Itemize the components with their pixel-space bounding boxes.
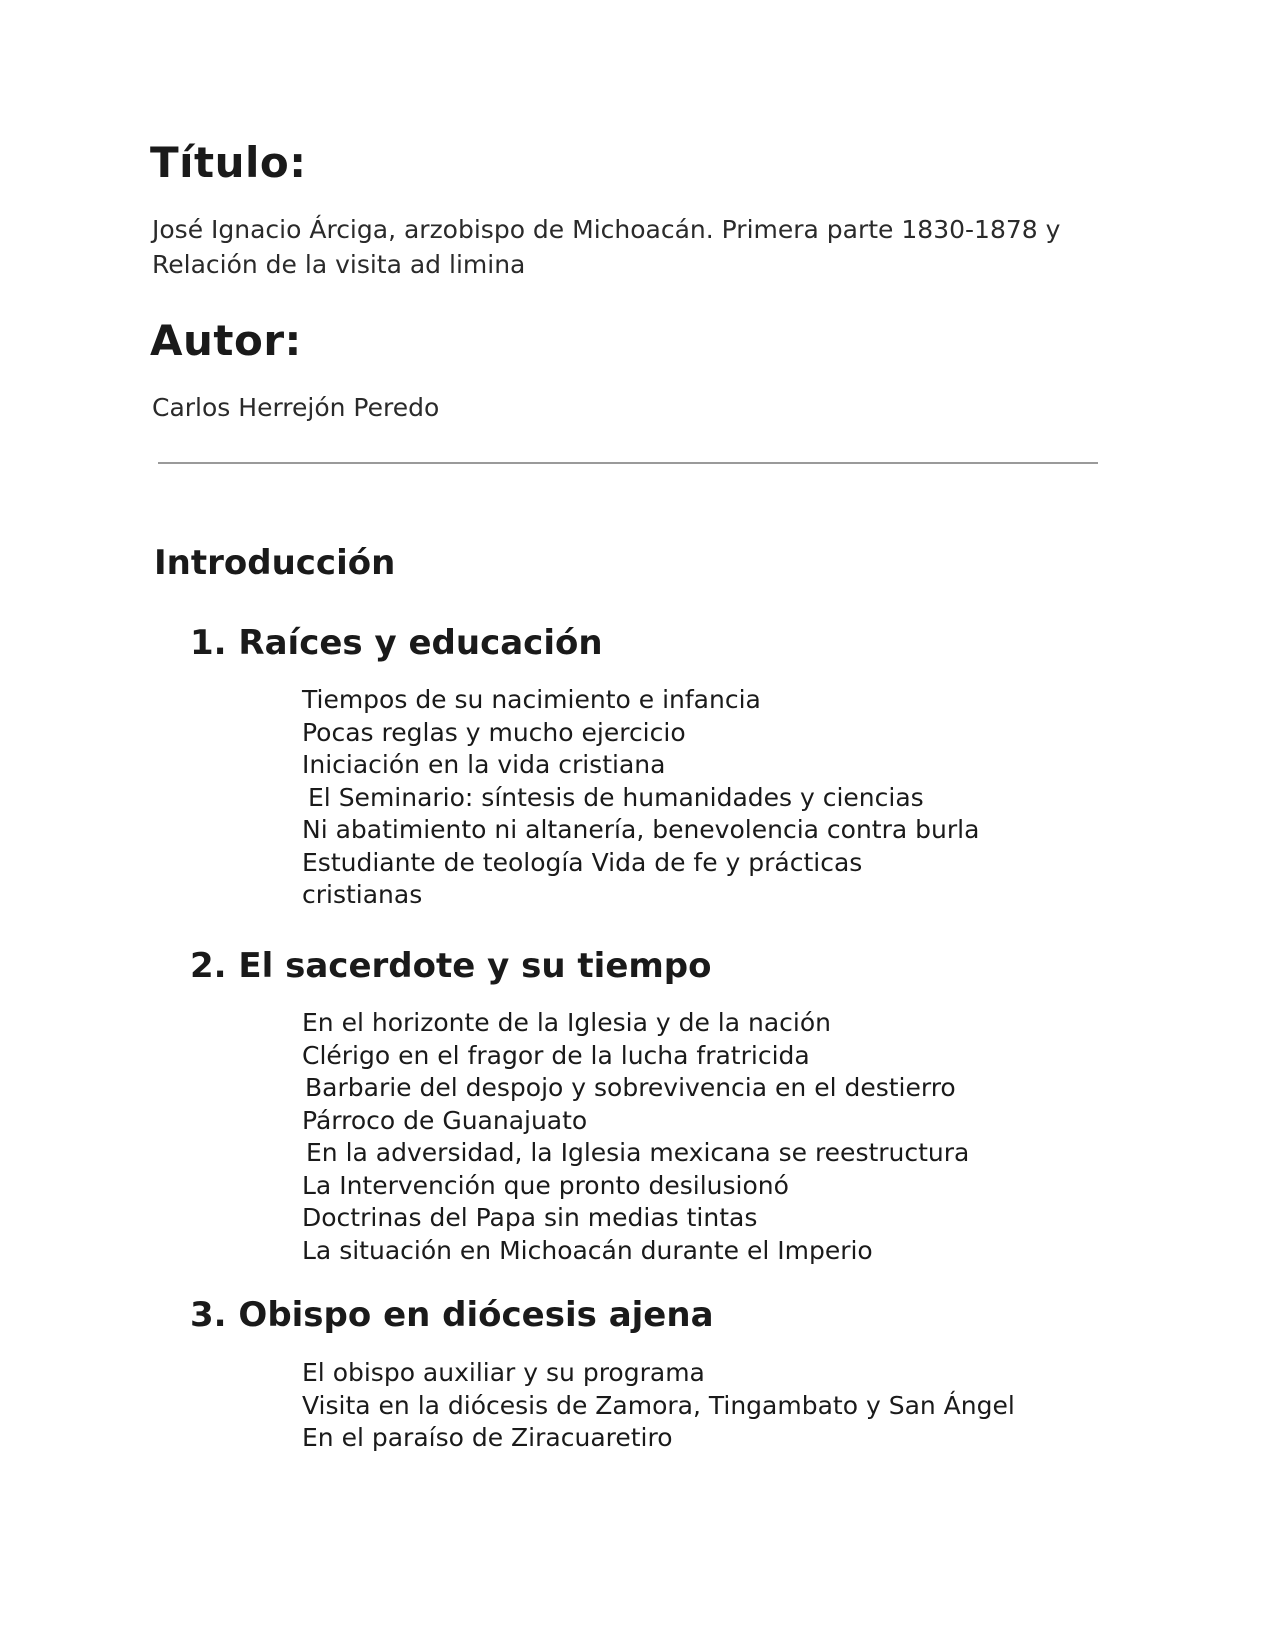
title-label: Título: [150,138,307,187]
chapter-3-title: 3. Obispo en diócesis ajena [190,1295,714,1335]
list-item: El Seminario: síntesis de humanidades y ciencias [308,782,924,812]
list-item: En el horizonte de la Iglesia y de la nación [302,1008,831,1037]
chapter-1-title: 1. Raíces y educación [190,623,603,663]
list-item: Pocas reglas y mucho ejercicio [302,717,686,747]
list-item: Estudiante de teología Vida de fe y prácticas cristianas [302,847,863,909]
list-item: Doctrinas del Papa sin medias tintas [302,1203,758,1232]
list-item: Clérigo en el fragor de la lucha fratricida [302,1040,810,1070]
list-item: Ni abatimiento ni altanería, benevolencia contra burla [302,815,980,844]
list-item: En la adversidad, la Iglesia mexicana se reestructura [306,1138,970,1167]
chapter-1-list [302,684,1062,912]
list-item: Barbarie del despojo y sobrevivencia en el destierro [305,1073,956,1102]
title-text: José Ignacio Árciga, arzobispo de Michoacán. Primera parte 1830-1878 y Relación de la visita ad limina [152,215,1061,279]
list-item: Párroco de Guanajuato [302,1105,588,1135]
author-text: Carlos Herrejón Peredo [152,393,440,422]
list-item: En el paraíso de Ziracuaretiro [302,1423,673,1452]
list-item: El obispo auxiliar y su programa [302,1358,705,1387]
chapter-3-list [302,1357,1062,1455]
list-item: Visita en la diócesis de Zamora, Tingambato y San Ángel [302,1390,1015,1420]
chapter-2-title: 2. El sacerdote y su tiempo [190,946,712,986]
author-label: Autor: [150,316,302,365]
list-item: La Intervención que pronto desilusionó [302,1170,789,1200]
intro-heading: Introducción [154,543,396,583]
chapter-2-list [302,1007,1062,1267]
list-item: Tiempos de su nacimiento e infancia [302,685,761,714]
list-item: Iniciación en la vida cristiana [302,750,666,779]
divider [158,462,1098,464]
list-item: La situación en Michoacán durante el Imperio [302,1235,873,1265]
